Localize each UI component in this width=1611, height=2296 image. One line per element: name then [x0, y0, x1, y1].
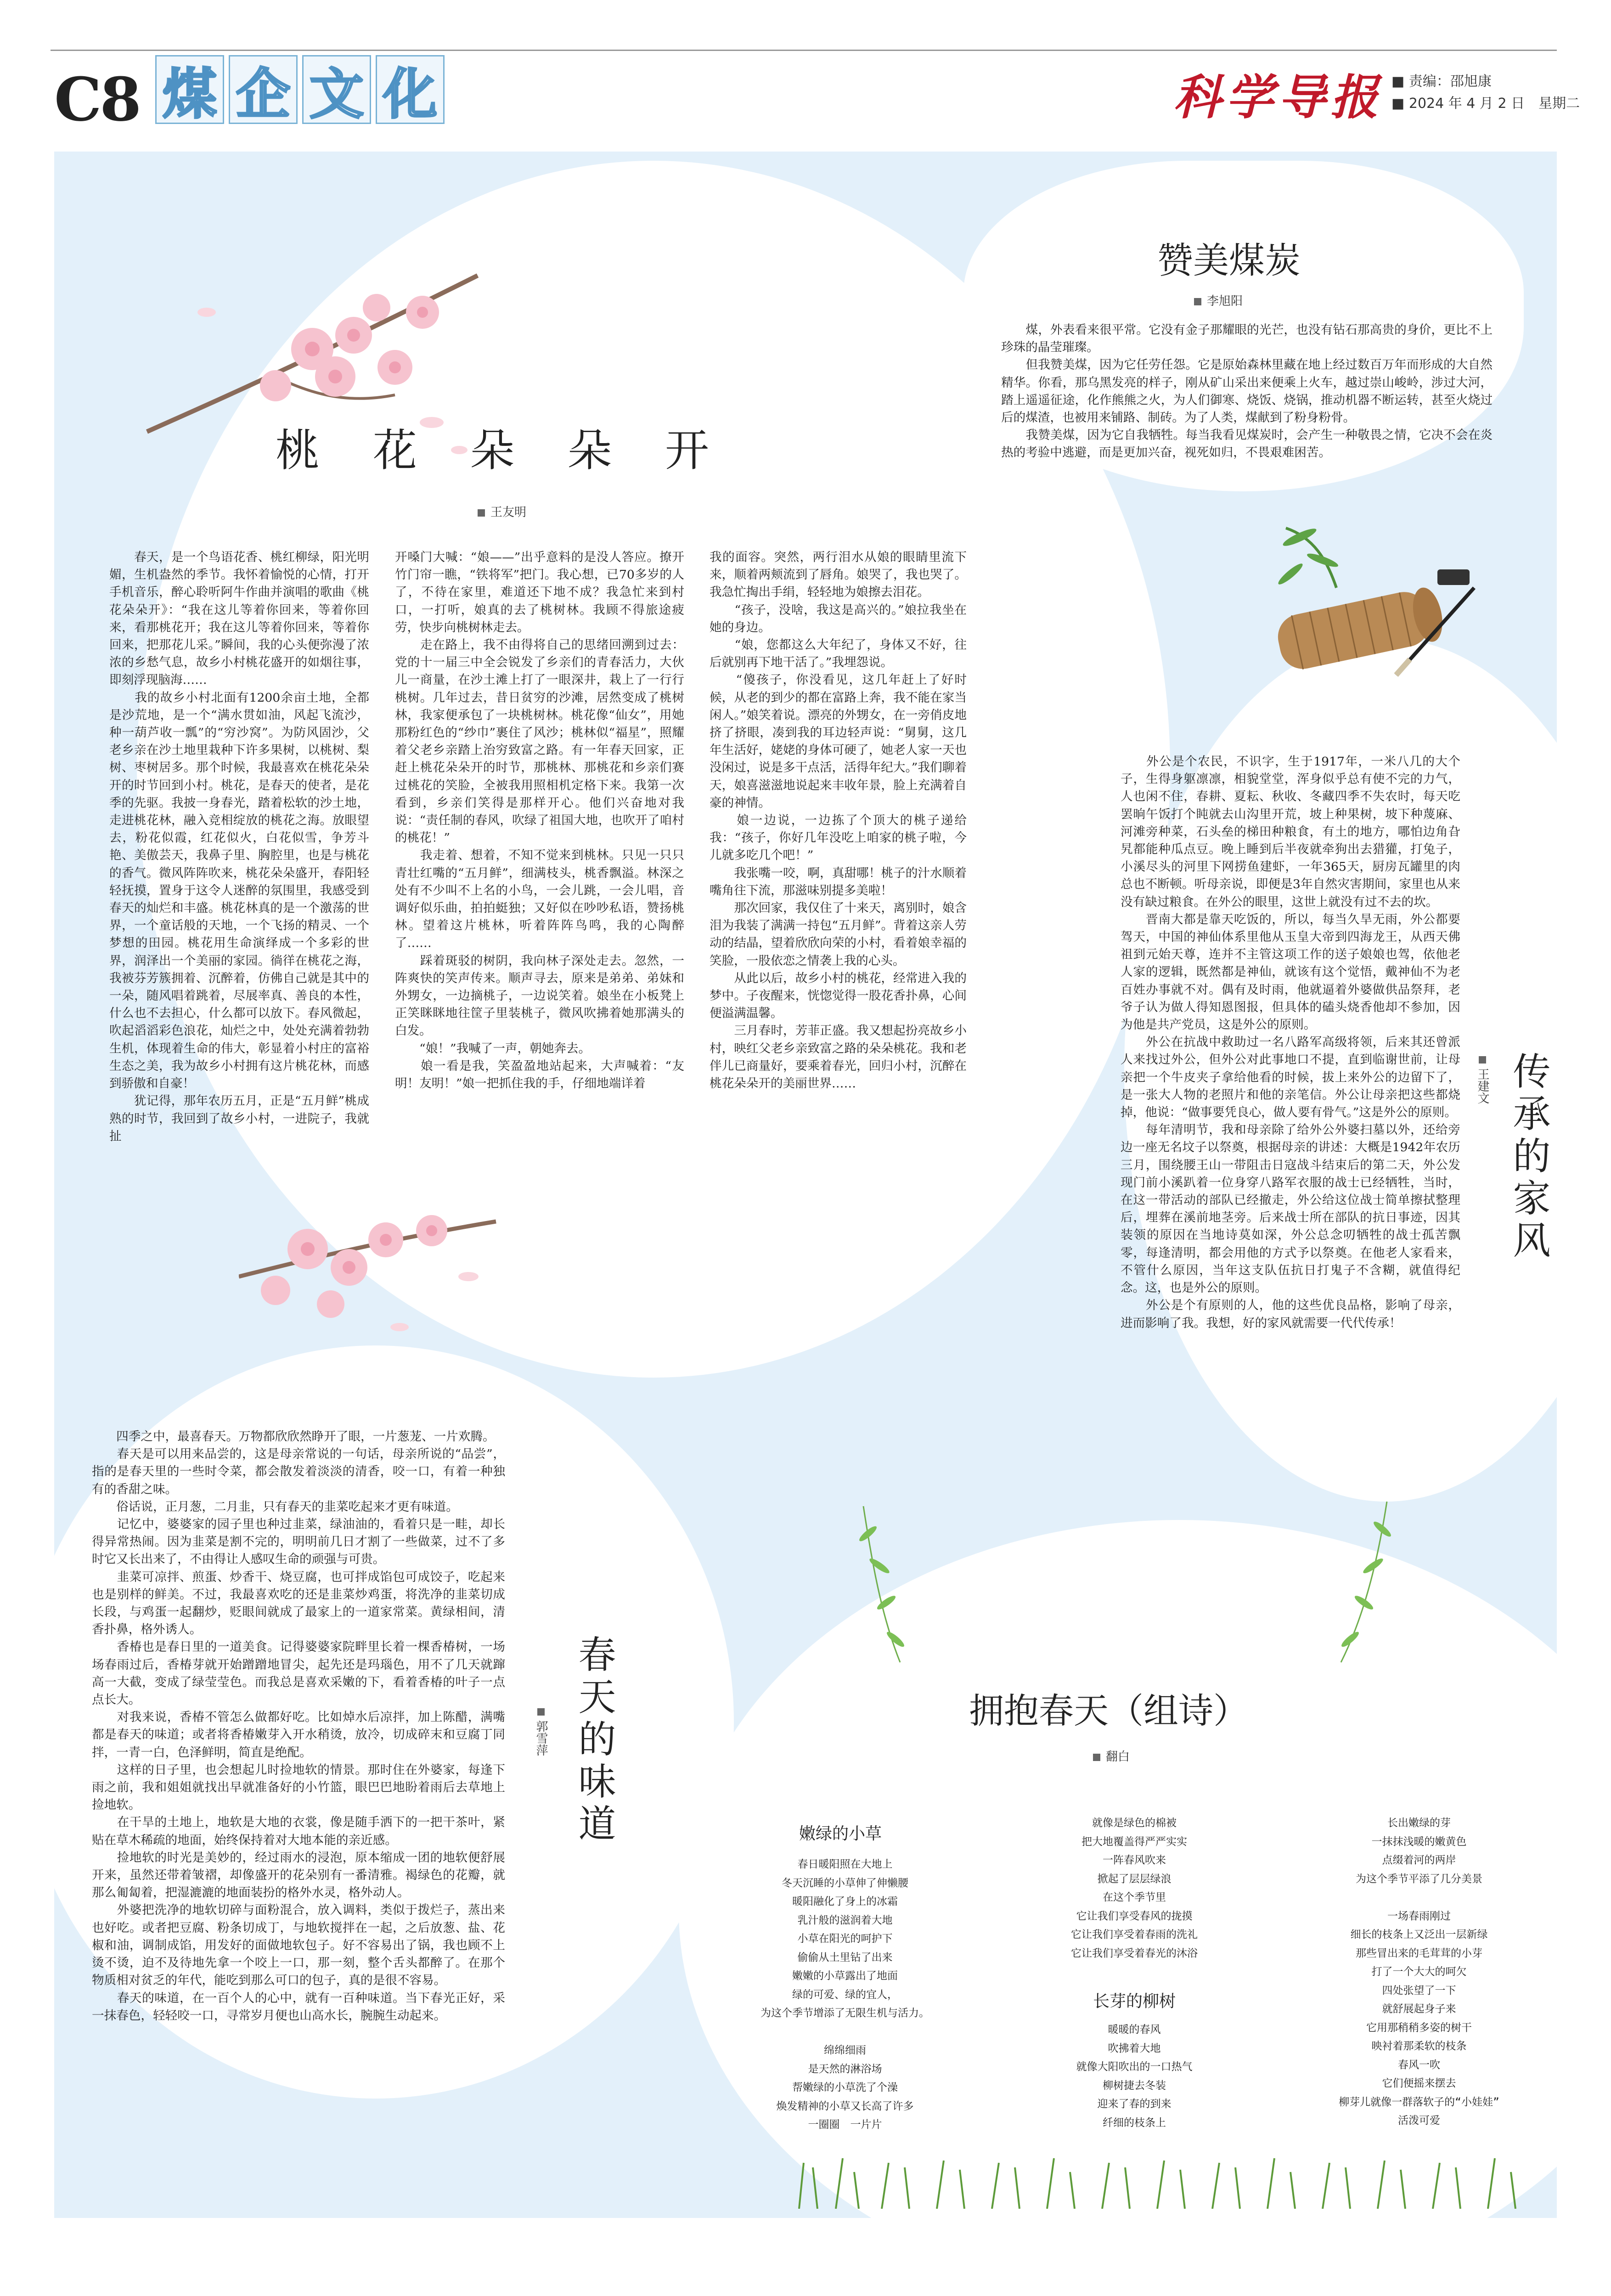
grass-border-illustration [790, 2154, 1525, 2209]
peach-article-column-3: 我的面容。突然，两行泪水从娘的眼睛里流下来，顺着两颊流到了唇角。娘哭了，我也哭了。我急忙掏出手绢，轻轻地为娘擦去泪花。 “孩子，没啥，我这是高兴的。”娘拉我坐在她的身边。 “娘，您都这么大年纪了，身体又不好，往后就别再下地干活了。”我埋怨说。 “傻孩子，你没看见，这几年赶上了好时候，从老的到少的都在富路上奔，我不能在家当闲人。”娘笑着说。漂亮的外甥女，在一旁俏皮地挤了挤眼，凑到我的耳边轻声说：“舅舅，这几年生活好，姥姥的身体可硬了，她老人家一天也没闲过，说是多干点活，活得年纪大。”我们聊着天，娘喜滋滋地说起来丰收年景，脸上充满着自豪的神情。 娘一边说，一边拣了个顶大的桃子递给我：“孩子，你好几年没吃上咱家的桃子啦，今儿就多吃几个吧！” 我张嘴一咬，啊，真甜哪！桃子的汁水顺着嘴角往下流，那滋味别提多美啦！ 那次回家，我仅住了十来天，离别时，娘含泪为我装了满满一持包“五月鲜”。背着这亲人劳动的结晶，望着欣欣向荣的小村，看着娘幸福的笑脸，一股依恋之情袭上我的心头。 从此以后，故乡小村的桃花，经常进入我的梦中。子夜醒来，恍惚觉得一股花香扑鼻，心间便溢满温馨。 三月春时，芳菲正盛。我又想起扮亮故乡小村，映红父老乡亲致富之路的朵朵桃花。我和老伴儿已商量好，要乘着春光，回归小村，沉醉在桃花朵朵开的美丽世界…… [710, 550, 967, 1091]
spring-article-byline-wrap [533, 1708, 550, 1756]
poem-2-title: 长芽的柳树 [1093, 1992, 1176, 2011]
poems-byline-wrap [1093, 1747, 1130, 1764]
peach-article-byline-wrap [478, 503, 526, 520]
coal-article-byline: 李旭阳 [1207, 294, 1243, 308]
poem-1-text: 春日暖阳照在大地上 冬天沉睡的小草伸了伸懒腰 暖阳融化了身上的冰霜 乳汁般的滋润着大地 小草在阳光的呵护下 偷偷从土里钻了出来 嫩嫩的小草露出了地面 绿的可爱、绿的宜人， 为这个季节增添了无限生机与活力。 绵绵细雨 是天然的淋浴场 帮嫩绿的小草洗了个澡 焕发精神的小草又长高了许多 一圈圈 一片片 [760, 1858, 929, 2131]
issue-date: ■ 2024 年 4 月 2 日 星期二 [1391, 96, 1580, 112]
spring-article-title: 春天的味道 [572, 1635, 616, 1846]
bamboo-scroll-brush-illustration [1258, 510, 1479, 693]
section-title-char-2: 企 [229, 55, 298, 124]
poem-2-lead-text: 就像是绿色的棉被 把大地覆盖得严严实实 一阵春风吹来 掀起了层层绿浪 在这个季节里 它让我们享受春风的拢摸 它让我们享受着春雨的洗礼 它让我们享受着春光的沐浴 [1071, 1817, 1198, 1959]
byline-marker-icon [537, 1708, 545, 1716]
byline-marker-icon [1479, 1056, 1486, 1064]
byline-marker-icon [478, 509, 485, 517]
peach-article-title: 桃 花 朵 朵 开 [276, 425, 714, 476]
peach-article-byline: 王友明 [490, 506, 527, 519]
byline-marker-icon [1194, 298, 1201, 305]
poem-2-text: 暖暖的春风 吹拂着大地 就像大阳吹出的一口热气 柳树捷去冬装 迎来了春的到来 纤细的枝条上 [1076, 2024, 1193, 2129]
spring-article-body: 四季之中，最喜春天。万物都欣欣然睁开了眼，一片葱茏、一片欢腾。 春天是可以用来品尝的，这是母亲常说的一句话，母亲所说的“品尝”，指的是春天里的一些时令菜，都会散发着淡淡的清香，咬一口，有着一种独有的香甜之味。 俗话说，正月葱，二月韭，只有春天的韭菜吃起来才更有味道。 记忆中，婆婆家的园子里也种过韭菜，绿油油的，看着只是一畦，却长得异常热闹。因为韭菜是割不完的，明明前几日才割了一些做菜，过不了多时它又长出来了，不由得让人感叹生命的顽强与可贵。 韭菜可凉拌、煎蛋、炒香干、烧豆腐，也可拌成馅包可成饺子，吃起来也是别样的鲜美。不过，我最喜欢吃的还是韭菜炒鸡蛋，将洗净的韭菜切成长段，与鸡蛋一起翻炒，贬眼间就成了最家上的一道家常菜。黄绿相间，清香扑鼻，格外诱人。 香椿也是春日里的一道美食。记得婆婆家院畔里长着一棵香椿树，一场场春雨过后，香椿芽就开始蹭蹭地冒尖，起先还是玛瑙色，用不了几天就蹿高一大截，变成了绿莹莹色。而我总是喜欢采嫩的下，看着香椿的叶子一点点长大。 对我来说，香椿不管怎么做都好吃。比如焯水后凉拌，加上陈醋，满嘴都是春天的味道；或者将香椿嫩芽入开水稍烫，放冷，切成碎末和豆腐丁同拌，一青一白，色泽鲜明，简直是绝配。 这样的日子里，也会想起儿时捡地软的情景。那时住在外婆家，每逢下雨之前，我和姐姐就找出早就准备好的小竹篮，眼巴巴地盼着雨后去草地上捡地软。 在干旱的土地上，地软是大地的衣裳，像是随手洒下的一把干茶叶，紧贴在草木稀疏的地面，始终保持着对大地本能的亲近感。 捡地软的时光是美妙的，经过雨水的浸泡，原本缩成一团的地软便舒展开来，虽然还带着皱褶，却像盛开的花朵别有一番清雅。褐绿色的花瓣，就那么匍匐着，把湿漉漉的地面装扮的格外水灵，格外动人。 外婆把洗净的地软切碎与面粉混合，放入调料，类似于拨烂子，蒸出来也好吃。或者把豆腐、粉条切成丁，与地软搅拌在一起，之后放葱、盐、花椒和油，调制成馅，用发好的面做地软包子。好不容易出了锅，我也顾不上烫不烫，迫不及待地先拿一个咬上一口，那一刻，整个舌头都醉了。在那个物质相对贫乏的年代，能吃到那么可口的包子，真的是很不容易。 春天的味道，在一百个人的心中，就有一百种味道。当下春光正好，采一抹春色，轻轻咬一口，寻常岁月便也山高水长，腕腕生动起来。 [92, 1429, 505, 2023]
byline-marker-icon [1093, 1754, 1100, 1761]
poems-title: 拥抱春天（组诗） [969, 1690, 1248, 1731]
coal-article-title: 赞美煤炭 [1157, 240, 1301, 281]
poem-3-text: 长出嫩绿的芽 一抹抹浅暖的嫩黄色 点缀着河的两岸 为这个季节平添了几分美景 一场春雨刚过 细长的枝条上又泛出一层新绿 那些冒出来的毛茸茸的小芽 打了一个大大的呵欠 四处张望了一下 就舒展起身子来 它用那稍稍多姿的树干 映衬着那柔软的枝条 春风一吹 它们便摇来摆去 柳芽儿就像一群落软子的“小娃娃” 活泼可爱 [1339, 1817, 1499, 2127]
family-article-byline: 王建文 [1476, 1068, 1489, 1104]
peach-blossom-illustration-lower [239, 1157, 505, 1350]
editor-credit: ■ 责编：邵旭康 [1391, 73, 1492, 90]
section-title-char-1: 煤 [155, 55, 224, 124]
willow-leaves-illustration [836, 1497, 1488, 1671]
spring-article-byline: 郭雪萍 [534, 1720, 548, 1756]
newspaper-masthead: 科学导报 [1173, 69, 1383, 125]
peach-article-column-1: 春天，是一个鸟语花香、桃红柳绿，阳光明媚，生机盎然的季节。我怀着愉悦的心情，打开手机音乐，醉心聆听阿牛作曲并演唱的歌曲《桃花朵朵开》：“我在这儿等着你回来，等着你回来，看那桃花开；我在这儿等着你回来，等着你回来，把那花儿采。”瞬间，我的心头便弥漫了浓浓的乡愁气息，故乡小村桃花盛开的如烟往事，即刻浮现脑海…… 我的故乡小村北面有1200余亩土地，全都是沙荒地，是一个“满水贯如油，风起飞流沙，种一葫芦收一瓢”的“穷沙窝”。为防风固沙，父老乡亲在沙土地里栽种下许多果树，以桃树、梨树、枣树居多。那个时候，我最喜欢在桃花朵朵开的时节回到小村。桃花，是春天的使者，是花季的先驱。我披一身春光，踏着松软的沙土地，走进桃花林，融入竞相绽放的桃花之海。放眼望去，粉花似霞，红花似火，白花似雪，争芳斗艳、美傲芸天，我鼻子里、胸腔里，也是与桃花的香气。微风阵阵吹来，桃花朵朵盛开，春阳轻轻抚摸，置身于这令人迷醉的氛围里，我感受到春天的灿烂和丰盛。桃花林真的是一个激荡的世界，一个童话般的天地，一个飞扬的精灵、一个梦想的田园。桃花用生命演绎成一个多彩的世界，润泽出一个美丽的家园。徜徉在桃花之海，我被芬芳簇拥着、沉醉着，仿佛自己就是其中的一朵，随风唱着跳着，尽展率真、善良的本性，什么也不去担心，什么都可以放下。春风微起，吹起滔滔彩色浪花，灿烂之中，处处充满着勃勃生机，体现着生命的伟大，彰显着小村庄的富裕生态之美，我为故乡小村拥有这片桃花林，而感到骄傲和自豪！ 犹记得，那年农历五月，正是“五月鲜”桃成熟的时节，我回到了故乡小村，一进院子，我就扯 [109, 550, 369, 1143]
poems-byline: 翻白 [1106, 1750, 1130, 1764]
page-number: C8 [54, 64, 140, 135]
family-article-byline-wrap [1474, 1056, 1491, 1104]
section-title-char-4: 化 [376, 55, 445, 124]
coal-article-byline-wrap [1194, 292, 1243, 309]
coal-article-body: 煤，外表看来很平常。它没有金子那耀眼的光芒，也没有钻石那高贵的身价，更比不上珍珠的晶莹璀璨。 但我赞美煤，因为它任劳任怨。它是原始森林里藏在地上经过数百万年而形成的大自然精华。你看，那乌黑发亮的样子，刚从矿山采出来便乘上火车，越过崇山峻岭，涉过大河，踏上遥遥征途，化作熊熊之火，为人们御寒、烧饭、烧锅，推动机器不断运转，甚至火烧过后的煤渣，也被用来铺路、制砖。为了人类，煤献到了粉身粉骨。 我赞美煤，因为它自我牺牲。每当我看见煤炭时，会产生一种敬畏之情，它决不会在炎热的考验中逃避，而是更加兴奋，视死如归，不畏艰难困苦。 [1001, 323, 1493, 460]
poem-1-title: 嫩绿的小草 [799, 1824, 882, 1843]
section-title-char-3: 文 [302, 55, 371, 124]
family-article-body: 外公是个农民，不识字，生于1917年，一米八几的大个子，生得身躯凛凛，相貌堂堂，浑身似乎总有使不完的力气，人也闲不住，春耕、夏耘、秋收、冬藏四季不失农时，每天吃罢晌午饭打个盹就去山沟里开荒，坡上种果树，坡下种蔑麻、河滩旁种菜，石头垒的梯田种粮食，有土的地方，哪怕边角旮旯都能种瓜点豆。晚上睡到后半夜就牵狗出去猎獾，打兔子，小溪尽头的河里下网捞鱼建虾，一年365天，厨房瓦罐里的肉总也不断顿。听母亲说，即便是3年自然灾害期间，家里也从来没有缺过粮食。在外公的眼里，这世上就没有过不去的坎。 晋南大都是靠天吃饭的，所以，每当久旱无雨，外公都要驾天，中国的神仙体系里他从玉皇大帝到四海龙王，从西天佛祖到元始天尊，连并不主管这项工作的送子娘娘也驾，依他老人家的逻辑，既然都是神仙，就该有这个觉悟，戴神仙不为老百姓办事就不对。偶有及时雨，他就逼着外婆做供品祭拜，老爷子认为做人得知恩图报，但具体的磕头烧香他却不参加，因为他是共产党员，这是外公的原则。 外公在抗战中救助过一名八路军高级将领，后来其还曾派人来找过外公，但外公对此事地口不提，直到临谢世前，让母亲把一个牛皮夹子拿给他看的时候，拔上来外公的边留下了，是一张大人物的老照片和他的亲笔信。外公让母亲把这些都烧掉，他说：“做事要凭良心，做人要有骨气。”这是外公的原则。 每年清明节，我和母亲除了给外公外婆扫墓以外，还给旁边一座无名坟子以祭奠，根据母亲的讲述：大概是1942年农历三月，围绕腰王山一带阻击日寇战斗结束后的第二天，外公发现门前小溪趴着一位身穿八路军衣服的战士已经牺牲，当时，在这一带活动的部队已经撤走，外公给这位战士简单擦拭整理后，埋葬在溪前地茎旁。后来战士所在部队的抗日事迹，因其装领的原因在当地诗莫如深，外公总念叨牺牲的战士孤苦飘零，每逢清明，都会用他的方式予以祭奠。在他老人家看来，不管什么原因，当年这支队伍抗日打鬼子不含糊，就值得纪念。这，也是外公的原则。 外公是个有原则的人，他的这些优良品格，影响了母亲，进而影响了我。我想，好的家风就需要一代代传承！ [1121, 754, 1460, 1330]
family-article-title: 传承的家风 [1507, 1052, 1550, 1263]
peach-article-column-2: 开嗓门大喊：“娘——”出乎意料的是没人答应。撩开竹门帘一瞧，“铁将军”把门。我心想，已70多岁的人了，不待在家里，难道还下地不成？我急忙来到村口，一打听，娘真的去了桃树林。我顾不得旅途疲劳，快步向桃树林走去。 走在路上，我不由得将自己的思绪回溯到过去：党的十一届三中全会锐发了乡亲们的青春活力，大伙儿一商量，在沙土滩上打了一眼深井，栽上了一行行桃树。几年过去，昔日贫穷的沙滩，居然变成了桃树林，我家便承包了一块桃树林。桃花像“仙女”，用她那粉红色的“纱巾”裹住了风沙；桃林似“福星”，照耀着父老乡亲踏上治穷致富之路。有一年春天回家，正赶上桃花朵朵开的时节，那桃林、那桃花和乡亲们赛过桃花的笑脸，全被我用照相机定格下来。我第一次看到，乡亲们笑得是那样开心。他们兴奋地对我说：“责任制的春风，吹绿了祖国大地，也吹开了咱村的桃花！” 我走着、想着，不知不觉来到桃林。只见一只只青壮红嘴的“五月鲜”，细满枝头，桃香飘溢。林深之处有不少叫不上名的小鸟，一会儿跳，一会儿唱，音调好似乐曲，拍拍蜓独；又好似在吵吵私语，赞扬桃林。望着这片桃林，听着阵阵鸟鸣，我的心陶醉了…… 踩着斑驳的树阴，我向林子深处走去。忽然，一阵爽快的笑声传来。顺声寻去，原来是弟弟、弟妹和外甥女，一边摘桃子，一边说笑着。娘坐在小板凳上正笑眯眯地往筐子里装桃子，微风吹拂着她那满头的白发。 “娘！”我喊了一声，朝她奔去。 娘一看是我，笑盈盈地站起来，大声喊着：“友明！友明！”娘一把抓住我的手，仔细地端详着 [395, 550, 684, 1091]
